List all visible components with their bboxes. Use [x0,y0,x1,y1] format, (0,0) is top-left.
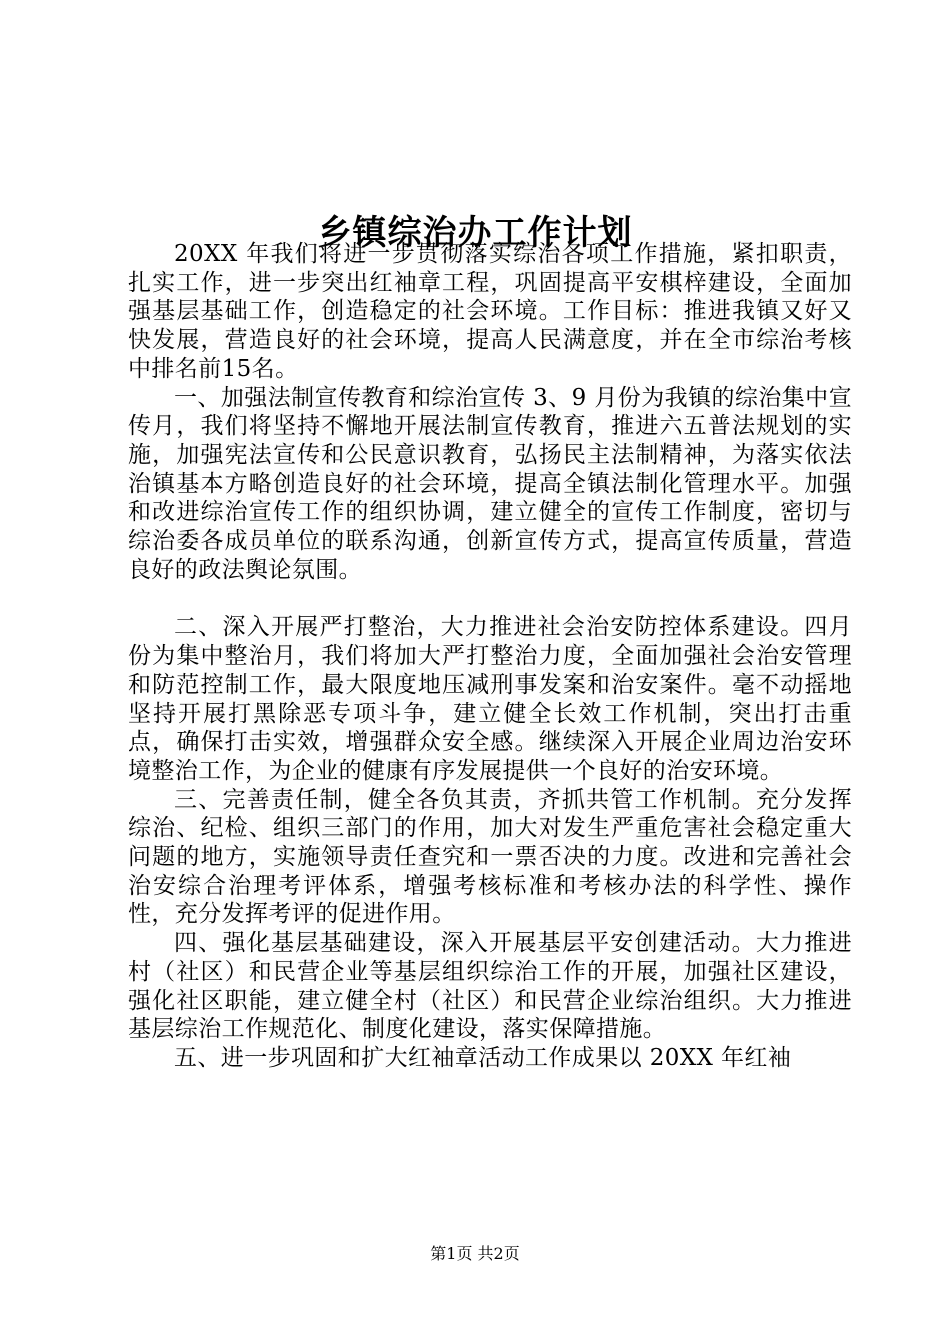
paragraph-section-5: 五、进一步巩固和扩大红袖章活动工作成果以 20XX 年红袖 [174,1044,792,1071]
page-number-footer: 第1页 共2页 [430,1244,520,1263]
paragraph-section-3: 三、完善责任制，健全各负其责，齐抓共管工作机制。充分发挥综治、纪检、组织三部门的作用，加大对发生严重危害社会稳定重大问题的地方，实施领导责任查究和一票否决的力度。改进和完善社会治安综合治理考评体系，增强考核标准和考核办法的科学性、操作性，充分发挥考评的促进作用。 [128,786,852,928]
paragraph-section-1: 一、加强法制宣传教育和综治宣传 3、9 月份为我镇的综治集中宣传月，我们将坚持不懈地开展法制宣传教育，推进六五普法规划的实施，加强宪法宣传和公民意识教育，弘扬民主法制精神，为落实依法治镇基本方略创造良好的社会环境，提高全镇法制化管理水平。加强和改进综治宣传工作的组织协调，建立健全的宣传工作制度，密切与综治委各成员单位的联系沟通，创新宣传方式，提高宣传质量，营造良好的政法舆论氛围。 [128,384,852,583]
document-body [128,240,852,1073]
paragraph-intro: 20XX 年我们将进一步贯彻落实综治各项工作措施，紧扣职责，扎实工作，进一步突出红袖章工程，巩固提高平安棋梓建设，全面加强基层基础工作，创造稳定的社会环境。工作目标：推进我镇又好又快发展，营造良好的社会环境，提高人民满意度，并在全市综治考核中排名前15名。 [128,241,852,382]
paragraph-section-4: 四、强化基层基础建设，深入开展基层平安创建活动。大力推进村（社区）和民营企业等基层组织综治工作的开展，加强社区建设，强化社区职能，建立健全村（社区）和民营企业综治组织。大力推进基层综治工作规范化、制度化建设，落实保障措施。 [128,930,852,1043]
paragraph-section-2: 二、深入开展严打整治，大力推进社会治安防控体系建设。四月份为集中整治月，我们将加大严打整治力度，全面加强社会治安管理和防范控制工作，最大限度地压减刑事发案和治安案件。毫不动摇地坚持开展打黑除恶专项斗争，建立健全长效工作机制，突出打击重点，确保打击实效，增强群众安全感。继续深入开展企业周边治安环境整治工作，为企业的健康有序发展提供一个良好的治安环境。 [128,614,852,784]
document-title: 乡镇综治办工作计划 [317,212,633,253]
